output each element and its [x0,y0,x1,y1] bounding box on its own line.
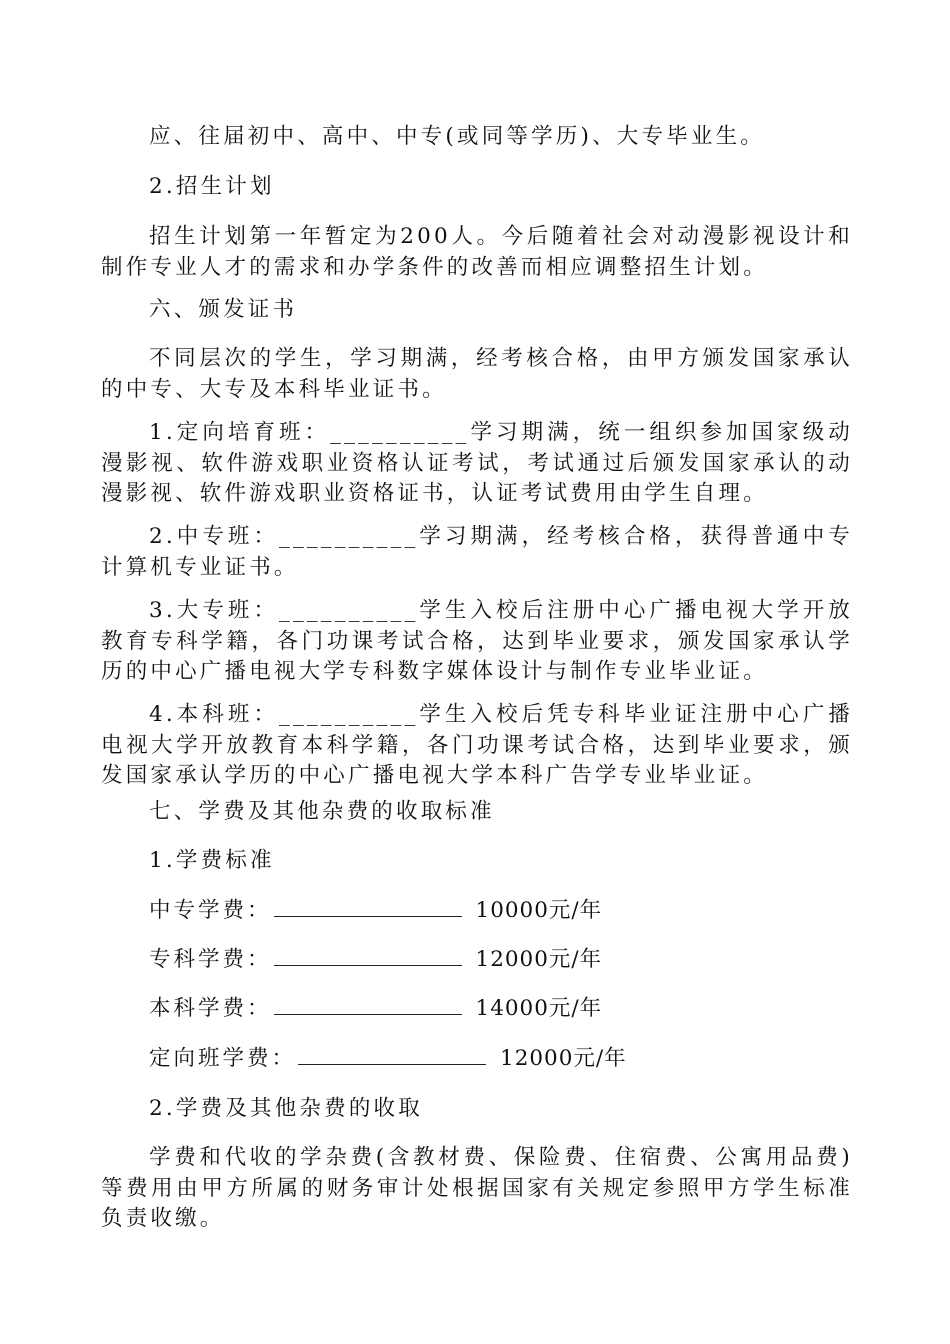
fee-row-undergrad [149,994,602,1024]
fee-label: 专科学费： [149,947,272,972]
fee-amount: 12000元/年 [475,947,603,972]
fee-amount: 14000元/年 [475,996,603,1021]
heading-fees: 七、学费及其他杂费的收取标准 [149,799,495,824]
paragraph-eligibility: 应、往届初中、高中、中专(或同等学历)、大专毕业生。 [149,124,765,149]
heading-fee-standard: 1.学费标准 [149,848,275,873]
fee-blank-line [274,896,462,917]
fee-blank-line [298,1044,486,1065]
fee-blank-line [274,994,462,1015]
fee-label: 本科学费： [149,996,272,1021]
fee-amount: 10000元/年 [475,898,603,923]
fee-row-college [149,945,602,975]
paragraph-directed-class: 1.定向培育班：__________学习期满，统一组织参加国家级动漫影视、软件游戏职业资格认证考试，考试通过后颁发国家承认的动漫影视、软件游戏职业资格证书，认证考试费用由学生自理。 [101,420,853,506]
paragraph-certificates: 不同层次的学生，学习期满，经考核合格，由甲方颁发国家承认的中专、大专及本科毕业证书。 [101,346,853,402]
fee-amount: 12000元/年 [500,1046,627,1071]
paragraph-enrollment-plan: 招生计划第一年暂定为200人。今后随着社会对动漫影视设计和制作专业人才的需求和办学条件的改善而相应调整招生计划。 [101,224,853,280]
fee-row-secondary [149,896,602,926]
heading-certificates: 六、颁发证书 [149,297,298,322]
heading-enrollment-plan: 2.招生计划 [149,174,275,199]
fee-label: 中专学费： [149,898,272,923]
fee-row-directed [149,1044,627,1074]
paragraph-undergrad-class: 4.本科班：__________学生入校后凭专科毕业证注册中心广播电视大学开放教育本科学籍，各门功课考试合格，达到毕业要求，颁发国家承认学历的中心广播电视大学本科广告学专业毕业证。 [101,702,853,788]
fee-blank-line [274,945,462,966]
fee-label: 定向班学费： [149,1046,297,1071]
paragraph-college-class: 3.大专班：__________学生入校后注册中心广播电视大学开放教育专科学籍，各门功课考试合格，达到毕业要求，颁发国家承认学历的中心广播电视大学专科数字媒体设计与制作专业毕业证。 [101,598,853,684]
paragraph-fee-collection: 学费和代收的学杂费(含教材费、保险费、住宿费、公寓用品费)等费用由甲方所属的财务审计处根据国家有关规定参照甲方学生标准负责收缴。 [101,1145,853,1231]
heading-fee-collection: 2.学费及其他杂费的收取 [149,1096,423,1121]
paragraph-secondary-class: 2.中专班：__________学习期满，经考核合格，获得普通中专计算机专业证书。 [101,524,853,580]
